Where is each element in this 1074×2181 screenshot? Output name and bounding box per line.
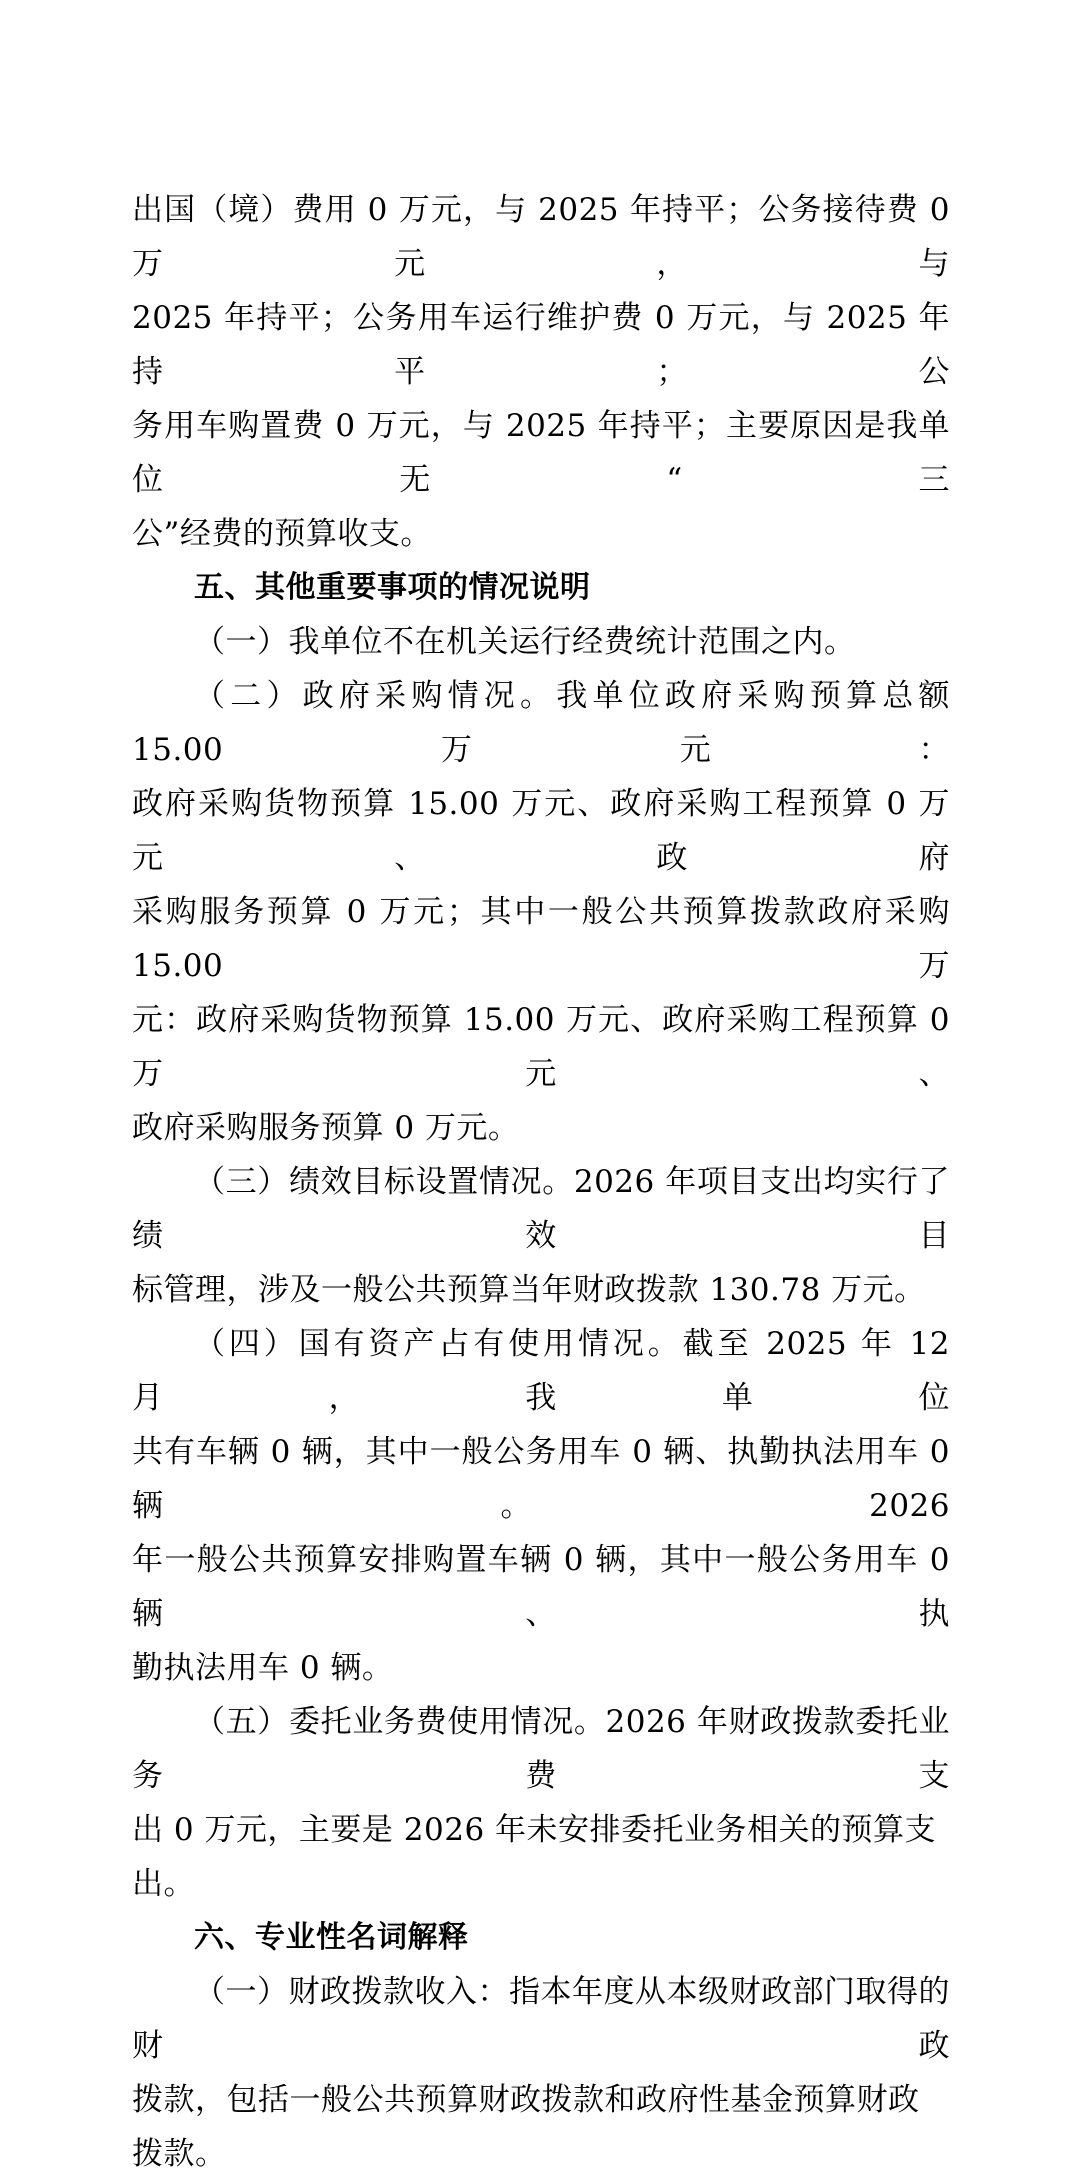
text-line: 公”经费的预算收支。 bbox=[132, 516, 432, 552]
text-line: 年一般公共预算安排购置车辆 0 辆，其中一般公务用车 0 辆、执 bbox=[132, 1542, 950, 1632]
text-line: （四）国有资产占有使用情况。截至 2025 年 12 月，我单位 bbox=[132, 1326, 950, 1416]
paragraph bbox=[132, 1317, 950, 1695]
heading-line: 六、专业性名词解释 bbox=[194, 1920, 469, 1955]
section-heading bbox=[132, 1911, 950, 1965]
text-line: 采购服务预算 0 万元；其中一般公共预算拨款政府采购 15.00 万 bbox=[132, 894, 950, 984]
text-line: （一）我单位不在机关运行经费统计范围之内。 bbox=[194, 624, 856, 660]
text-line: 政府采购货物预算 15.00 万元、政府采购工程预算 0 万元、政府 bbox=[132, 786, 950, 876]
paragraph bbox=[132, 1965, 950, 2181]
text-line: 2025 年持平；公务用车运行维护费 0 万元，与 2025 年持平；公 bbox=[132, 300, 950, 390]
paragraph bbox=[132, 183, 950, 561]
text-line: 出 0 万元，主要是 2026 年未安排委托业务相关的预算支出。 bbox=[132, 1812, 937, 1902]
text-line: 元：政府采购货物预算 15.00 万元、政府采购工程预算 0 万元、 bbox=[132, 1002, 950, 1092]
text-line: （二）政府采购情况。我单位政府采购预算总额 15.00 万元： bbox=[132, 678, 950, 768]
text-line: 出国（境）费用 0 万元，与 2025 年持平；公务接待费 0 万元，与 bbox=[132, 192, 950, 282]
paragraph bbox=[132, 1695, 950, 1911]
text-line: （一）财政拨款收入：指本年度从本级财政部门取得的财政 bbox=[132, 1974, 950, 2064]
paragraph bbox=[132, 669, 950, 1155]
heading-line: 五、其他重要事项的情况说明 bbox=[194, 570, 591, 605]
paragraph bbox=[132, 1155, 950, 1317]
text-line: 标管理，涉及一般公共预算当年财政拨款 130.78 万元。 bbox=[132, 1272, 926, 1308]
document-content bbox=[132, 183, 950, 2181]
text-line: （三）绩效目标设置情况。2026 年项目支出均实行了绩效目 bbox=[132, 1164, 950, 1254]
text-line: 拨款，包括一般公共预算财政拨款和政府性基金预算财政拨款。 bbox=[132, 2082, 920, 2172]
text-line: （五）委托业务费使用情况。2026 年财政拨款委托业务费支 bbox=[132, 1704, 950, 1794]
text-line: 政府采购服务预算 0 万元。 bbox=[132, 1110, 520, 1146]
paragraph bbox=[132, 615, 950, 669]
text-line: 勤执法用车 0 辆。 bbox=[132, 1650, 394, 1686]
text-line: 务用车购置费 0 万元，与 2025 年持平；主要原因是我单位无“三 bbox=[132, 408, 950, 498]
text-line: 共有车辆 0 辆，其中一般公务用车 0 辆、执勤执法用车 0 辆。2026 bbox=[132, 1434, 950, 1524]
section-heading bbox=[132, 561, 950, 615]
